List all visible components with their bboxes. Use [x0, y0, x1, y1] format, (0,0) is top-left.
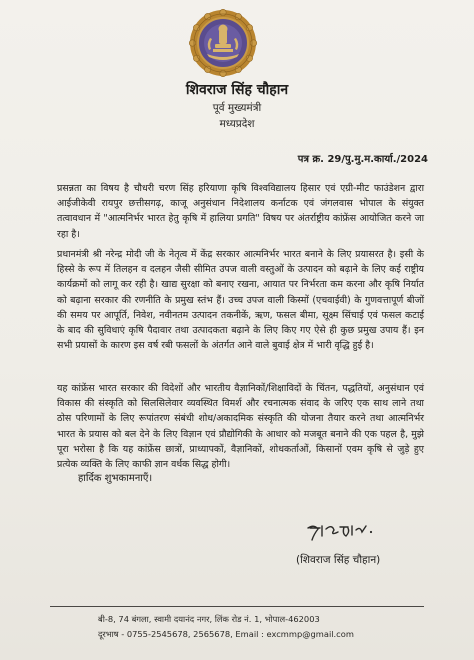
footer-address: बी-8, 74 बंगला, स्वामी दयानंद नगर, लिंक रोड नं. 1, भोपाल-462003 [98, 614, 320, 624]
handwritten-signature [304, 520, 384, 548]
letterhead-name: शिवराज सिंह चौहान [185, 82, 289, 98]
closing-greeting: हार्दिक शुभकामनाएँ। [78, 473, 153, 484]
paragraph-intro: प्रसन्नता का विषय है चौधरी चरण सिंह हरियाणा कृषि विश्वविद्यालय हिसार एवं एग्री-मीट फाउंडेशन द्वारा आईजीकेवी रायपुर छत्तीसगढ़, काजू अनुसंधान निदेशालय कर्नाटक एवं जंगलवास भोपाल के संयुक्त तत्वावधान में "आत्मनिर्भर भारत हेतु कृषि में हालिया प्रगति" विषय पर अंतर्राष्ट्रीय कांफ्रेंस आयोजित करने जा रहा है। [57, 183, 424, 240]
letterhead-state: मध्यप्रदेश [219, 118, 255, 130]
footer-divider [50, 606, 424, 607]
letterhead-title: पूर्व मुख्यमंत्री [212, 102, 262, 114]
paragraph-conference: यह कांफ्रेंस भारत सरकार की विदेशों और भारतीय वैज्ञानिकों/शिक्षाविदों के चिंतन, पद्धतियों, अनुसंधान एवं विकास की संस्कृति को सिलसिलेवार व्यवस्थित विमर्श और रचनात्मक संवाद के जरिए एक साथ लाने तथा ठोस परिणामों के लिए रूपांतरण संबंधी शोध/अकादमिक संस्कृति की योजना तैयार करने तथा आत्मनिर्भर भारत के प्रयास को बल देने के लिए विज्ञान एवं प्रौद्योगिकी के आधार को मजबूत बनाने की एक पहल है, मुझे पूरा भरोसा है कि यह कांफ्रेंस छात्रों, प्राध्यापकों, वैज्ञानिकों, शोधकर्ताओं, किसानों एवम कृषि से जुड़े हुए प्रत्येक व्यक्ति के लिए काफी ज्ञान वर्धक सिद्ध होगी। [57, 383, 424, 471]
letter-number: पत्र क्र. 29/पु.मु.म.कार्या./2024 [297, 154, 428, 165]
footer-contact: दूरभाष - 0755-2545678, 2565678, Email : excmmp@gmail.com [98, 629, 354, 639]
signatory-name: (शिवराज सिंह चौहान) [296, 554, 381, 566]
madhya-pradesh-emblem-icon [188, 8, 258, 78]
paragraph-initiatives: प्रधानमंत्री श्री नरेन्द्र मोदी जी के नेतृत्व में केंद्र सरकार आत्मनिर्भर भारत बनाने के लिए प्रयासरत है। इसी के हिस्से के रूप में तिलहन व दलहन जैसी सीमित उपज वाली वस्तुओं के उत्पादन को बढ़ाने के लिए कई राष्ट्रीय कार्यक्रमों को लागू कर रही है। खाद्य सुरक्षा को बनाए रखना, आयात पर निर्भरता कम करना और कृषि निर्यात को बढ़ाना सरकार की रणनीति के प्रमुख स्तंभ हैं। उच्च उपज वाली किस्मों (एचवाईवी) के गुणवत्तापूर्ण बीजों की समय पर आपूर्ति, निवेश, नवीनतम उत्पादन तकनीकें, ऋण, फसल बीमा, सूक्ष्म सिंचाई एवं फसल कटाई के बाद की सुविधाएं कृषि पैदावार तथा उत्पादकता बढ़ाने के लिए किए गए ऐसे ही कुछ प्रमुख उपाय हैं। इन सभी प्रयासों के कारण इस वर्ष रबी फसलों के अंतर्गत आने वाले बुवाई क्षेत्र में भारी वृद्धि हुई है। [57, 249, 424, 352]
